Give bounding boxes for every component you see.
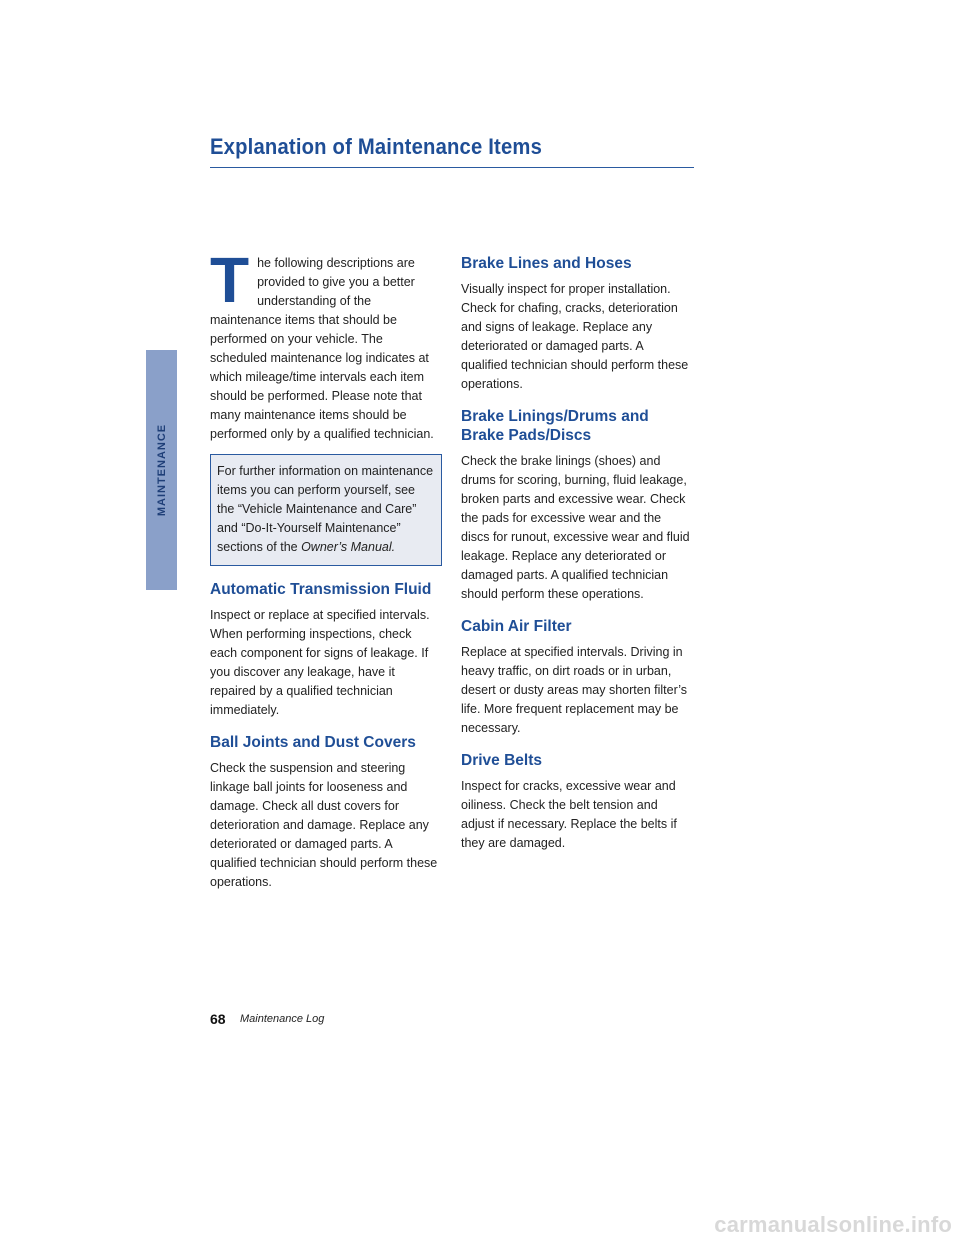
section-body-ball-joints: Check the suspension and steering linkage ball joints for looseness and damage. Check all dust covers for deterioration and damage. Replace any deteriorated or damaged parts. A qualified technician should perform these operations. <box>210 761 438 889</box>
section-heading-brake-lines: Brake Lines and Hoses <box>461 255 632 272</box>
intro-paragraph <box>210 244 442 444</box>
section-heading-drive-belts: Drive Belts <box>461 752 542 769</box>
intro-text: he following descriptions are provided to give you a better understanding of the maintenance items that should be performed on your vehicle. The scheduled maintenance log indicates at which mileage/time intervals each item should be performed. Please note that many maintenance items should be performed only by a qualified technician. <box>210 256 434 441</box>
section-body-drive-belts: Inspect for cracks, excessive wear and oiliness. Check the belt tension and adjust if necessary. Replace the belts if they are damaged. <box>461 779 677 850</box>
dropcap: T <box>210 244 250 316</box>
section-body-automatic-transmission-fluid: Inspect or replace at specified intervals. When performing inspections, check each component for signs of leakage. If you discover any leakage, have it repaired by a qualified technician immediately. <box>210 608 430 717</box>
title-divider <box>210 167 694 168</box>
info-callout-box <box>210 454 442 566</box>
section-body-cabin-air-filter: Replace at specified intervals. Driving in heavy traffic, on dirt roads or in urban, desert or dusty areas may shorten filter’s life. More frequent replacement may be necessary. <box>461 645 688 735</box>
section-body-brake-linings: Check the brake linings (shoes) and drums for scoring, burning, fluid leakage, broken parts and excessive wear. Check the pads for excessive wear and the discs for runout, excessive wear and fluid leakage. Replace any deteriorated or damaged parts. A qualified technician should perform these operations. <box>461 454 690 601</box>
page-title: Explanation of Maintenance Items <box>210 134 543 159</box>
page-number: 68 <box>210 1011 226 1027</box>
watermark: carmanualsonline.info <box>714 1212 952 1237</box>
right-column <box>461 254 693 866</box>
section-heading-ball-joints: Ball Joints and Dust Covers <box>210 734 416 751</box>
footer-label: Maintenance Log <box>240 1013 325 1025</box>
section-heading-cabin-air-filter: Cabin Air Filter <box>461 618 572 635</box>
section-body-brake-lines: Visually inspect for proper installation. Check for chafing, cracks, deterioration and signs of leakage. Replace any deteriorated or damaged parts. A qualified technician should perform these operations. <box>461 282 689 391</box>
callout-emphasis: Owner’s Manual. <box>301 540 396 554</box>
section-side-tab <box>146 350 177 590</box>
side-tab-label: MAINTENANCE <box>155 423 168 517</box>
left-column <box>210 244 442 905</box>
section-heading-brake-linings: Brake Linings/Drums and Brake Pads/Discs <box>461 408 649 444</box>
section-heading-automatic-transmission-fluid: Automatic Transmission Fluid <box>210 581 432 598</box>
callout-text: For further information on maintenance items you can perform yourself, see the “Vehicle Maintenance and Care” and “Do-It-Yourself Maintenance” sections of the <box>217 464 434 554</box>
